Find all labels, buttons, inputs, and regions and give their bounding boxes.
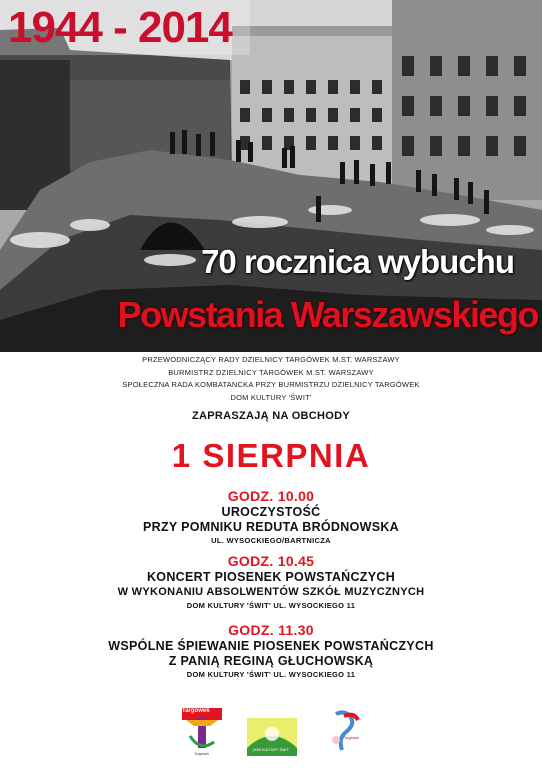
targowek-logo xyxy=(180,706,224,758)
event-title: WSPÓLNE ŚPIEWANIE PIOSENEK POWSTAŃCZYCH xyxy=(108,639,434,653)
event-item xyxy=(0,622,542,681)
organizer-line: DOM KULTURY 'ŚWIT' xyxy=(230,392,312,402)
organizer-line: SPOŁECZNA RADA KOMBATANCKA PRZY BURMISTRZU DZIELNICY TARGÓWEK xyxy=(122,380,420,389)
organizer-line: BURMISTRZ DZIELNICY TARGÓWEK M.ST. WARSZAWY xyxy=(168,367,374,377)
event-location: DOM KULTURY 'ŚWIT' UL. WYSOCKIEGO 11 xyxy=(186,601,356,610)
event-title: Z PANIĄ REGINĄ GŁUCHOWSKĄ xyxy=(168,654,374,668)
event-title: UROCZYSTOŚĆ xyxy=(221,505,321,519)
event-title: KONCERT PIOSENEK POWSTAŃCZYCH xyxy=(146,570,396,584)
event-time: GODZ. 11.30 xyxy=(228,622,314,638)
organizers-list xyxy=(0,354,542,404)
event-time: GODZ. 10.00 xyxy=(227,488,315,504)
swit-logo xyxy=(247,718,297,756)
rada-logo-caption: Targówek xyxy=(344,736,359,740)
targowek-logo-label: Targówek xyxy=(182,708,210,714)
rada-kombatancka-logo xyxy=(324,710,364,758)
event-time: GODZ. 10.45 xyxy=(227,553,315,569)
event-location: DOM KULTURY 'ŚWIT' UL. WYSOCKIEGO 11 xyxy=(186,670,356,679)
header-years: 1944 - 2014 xyxy=(8,3,232,52)
event-title: PRZY POMNIKU REDUTA BRÓDNOWSKA xyxy=(143,520,399,534)
event-item xyxy=(0,553,542,612)
targowek-logo-caption: Targówek xyxy=(194,752,209,756)
header-uprising-title: Powstania Warszawskiego xyxy=(117,294,538,335)
invitation-text: ZAPRASZAJĄ NA OBCHODY xyxy=(191,410,351,422)
event-title: W WYKONANIU ABSOLWENTÓW SZKÓŁ MUZYCZNYCH xyxy=(117,586,425,598)
swit-logo-caption: DOM KULTURY 'ŚWIT' xyxy=(253,748,290,752)
organizer-line: PRZEWODNICZĄCY RADY DZIELNICY TARGÓWEK M.ST. WARSZAWY xyxy=(142,355,400,364)
header-anniversary: 70 rocznica wybuchu xyxy=(201,243,514,280)
event-location: UL. WYSOCKIEGO/BARTNICZA xyxy=(211,536,331,545)
event-item xyxy=(0,488,542,547)
header-photo xyxy=(0,0,542,352)
event-date: 1 SIERPNIA xyxy=(171,437,371,474)
